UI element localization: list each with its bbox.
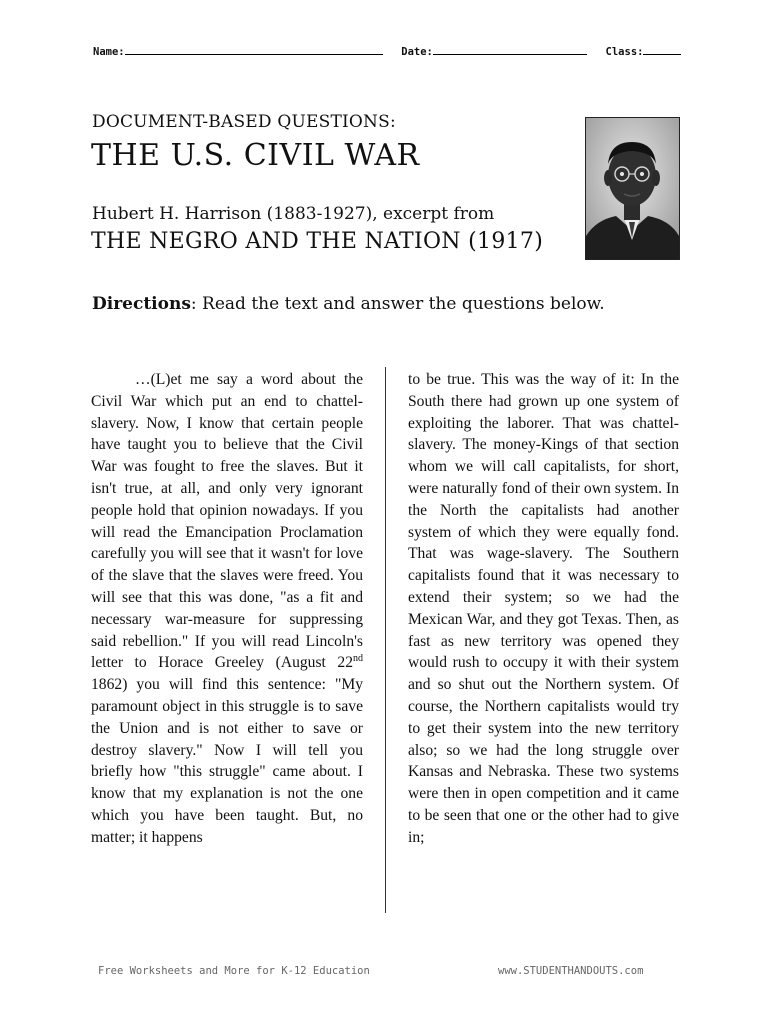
name-label: Name: [93,46,125,58]
class-label: Class: [605,46,644,58]
date-blank[interactable] [433,44,587,55]
excerpt-paragraph-left [91,369,363,849]
column-divider [385,367,386,913]
directions [92,294,605,314]
ordinal-suffix: nd [353,653,363,665]
author-portrait [585,117,680,260]
excerpt-right-column [408,369,679,849]
student-info-line [93,44,678,58]
excerpt-paragraph-right: to be true. This was the way of it: In the South there had grown up one system of exploiting the laborer. That was chattel-slavery. The money-Kings of that section whom we will call capitalists, for short, were naturally fond of their own system. In the North the capitalists had another system of which they were equally fond. That was wage-slavery. The Southern capitalists found that it was necessary to extend their system; so we had the Mexican War, and they got Texas. Then, as fast as new territory was opened they would rush to occupy it with their system and so shut out the Northern system. Of course, the Northern capitalists would try to get their system into the new territory also; so we had the long struggle over Kansas and Nebraska. These two systems were then in open competition and it came to be seen that one or the other had to give in; [408,371,679,846]
work-title: THE NEGRO AND THE NATION (1917) [91,229,544,254]
directions-text: : Read the text and answer the questions below. [190,294,605,314]
excerpt-left-column [91,369,363,849]
excerpt-left-text-2: 1862) you will find this sentence: "My paramount object in this struggle is to save the Union and is not either to save or destroy slavery." Now I will tell you briefly how "this struggle" came about. I know that my explanation is not the one which you have been taught. But, no matter; it happens [91,676,363,846]
class-blank[interactable] [643,44,681,55]
page-title: THE U.S. CIVIL WAR [91,138,420,173]
footer-website-link[interactable]: www.STUDENTHANDOUTS.com [498,965,644,977]
dbq-label: DOCUMENT-BASED QUESTIONS: [92,112,396,132]
directions-label: Directions [92,294,191,314]
footer-tagline: Free Worksheets and More for K-12 Education [98,965,370,977]
author-line: Hubert H. Harrison (1883-1927), excerpt from [92,204,495,224]
excerpt-left-text-1: …(L)et me say a word about the Civil War which put an end to chattel-slavery. Now, I know that certain people have taught you to believe that the Civil War was fought to free the slaves. But it isn't true, at all, and only very ignorant people hold that opinion nowadays. If you will read the Emancipation Proclamation carefully you will see that it wasn't for love of the slave that the slaves were freed. You will see that this was done, "as a fit and necessary war-measure for suppressing said rebellion." If you will read Lincoln's letter to Horace Greeley (August 22 [91,371,363,672]
date-label: Date: [401,46,433,58]
name-blank[interactable] [125,44,383,55]
